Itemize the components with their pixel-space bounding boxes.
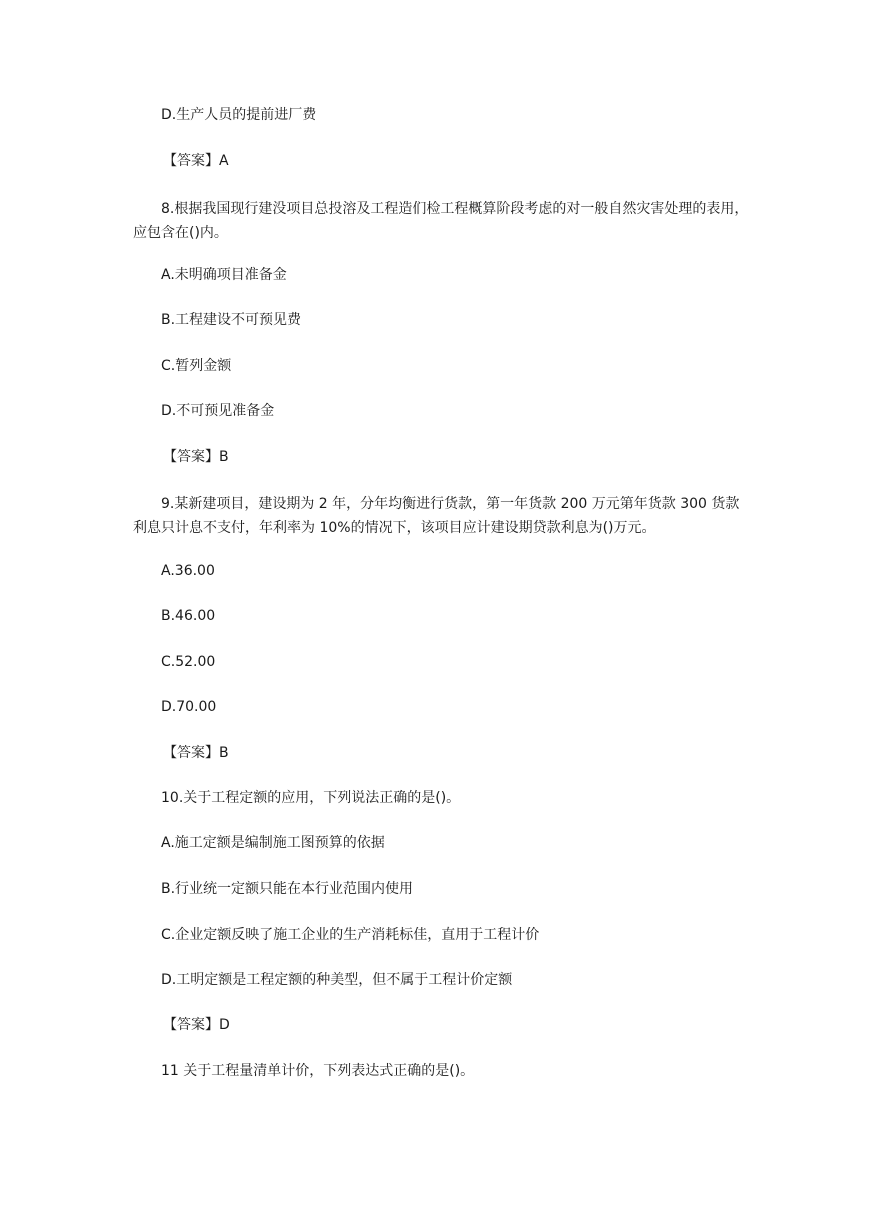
option-c-q10: C.企业定额反映了施工企业的生产消耗标佳，直用于工程计价: [161, 927, 540, 943]
option-c-q8: C.暂列金额: [161, 358, 232, 374]
question-11: 11 关于工程量清单计价，下列表达式正确的是()。: [161, 1063, 475, 1079]
answer-q8: 【答案】B: [163, 449, 229, 465]
option-d-q7: D.生产人员的提前进厂费: [161, 107, 317, 123]
option-d-q8: D.不可预见准备金: [161, 403, 275, 419]
option-a-q9: A.36.00: [161, 563, 215, 579]
option-a-q8: A.未明确项目准备金: [161, 267, 287, 283]
question-8: 8.根据我国现行建没项目总投溶及工程造们检工程概算阶段考虑的对一般自然灾害处理的表用，应包含在()内。: [133, 201, 749, 241]
option-b-q9: B.46.00: [161, 608, 216, 624]
question-10: 10.关于工程定额的应用，下列说法正确的是()。: [161, 790, 461, 806]
answer-q9: 【答案】B: [163, 745, 229, 761]
option-d-q10: D.工明定额是工程定额的种美型，但不属于工程计价定额: [161, 972, 513, 988]
answer-q10: 【答案】D: [163, 1017, 230, 1033]
option-b-q8: B.工程建设不可预见费: [161, 312, 302, 328]
option-c-q9: C.52.00: [161, 654, 216, 670]
option-d-q9: D.70.00: [161, 699, 217, 715]
answer-q7: 【答案】A: [163, 153, 229, 169]
option-a-q10: A.施工定额是编制施工图预算的依据: [161, 835, 385, 851]
question-9: 9.某新建项目，建设期为 2 年，分年均衡进行货款，第一年货款 200 万元第年货款 300 货款利息只计息不支付，年利率为 10%的情况下，该项目应计建设期贷款利息为()万元。: [133, 496, 740, 536]
option-b-q10: B.行业统一定额只能在本行业范围内使用: [161, 881, 414, 897]
